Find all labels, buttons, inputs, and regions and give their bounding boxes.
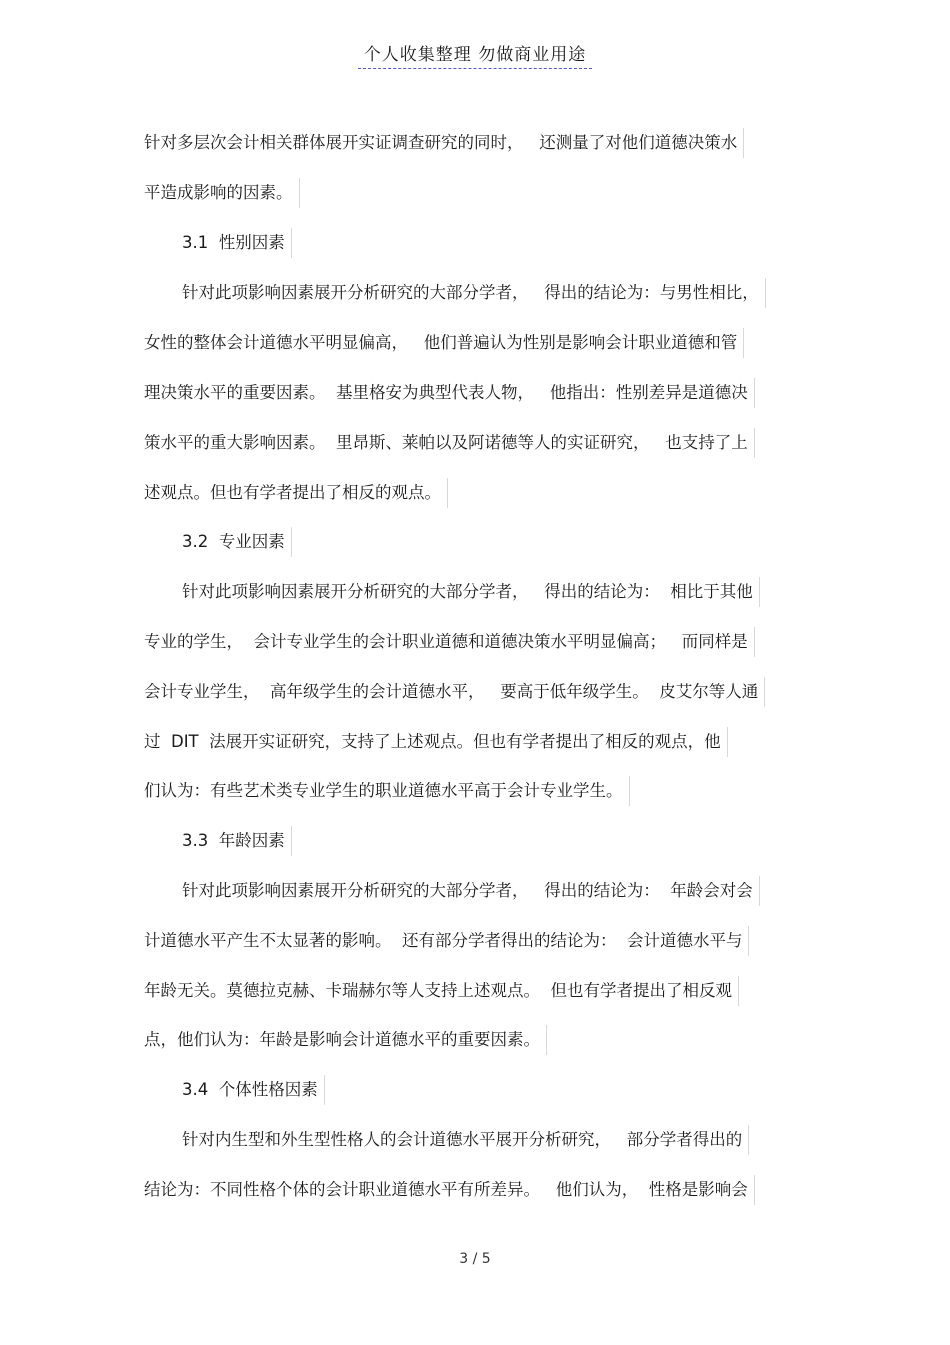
body-line: 结论为：不同性格个体的会计职业道德水平有所差异。 他们认为， 性格是影响会 <box>144 1175 755 1205</box>
header-watermark-text: 个人收集整理 勿做商业用途 <box>358 40 592 69</box>
body-line: 理决策水平的重要因素。 基里格安为典型代表人物， 他指出：性别差异是道德决 <box>144 378 755 408</box>
body-line: 平造成影响的因素。 <box>144 178 300 208</box>
body-line: 策水平的重大影响因素。 里昂斯、莱帕以及阿诺德等人的实证研究， 也支持了上 <box>144 428 755 458</box>
body-line: 述观点。但也有学者提出了相反的观点。 <box>144 478 448 508</box>
body-line: 年龄无关。莫德拉克赫、卡瑞赫尔等人支持上述观点。 但也有学者提出了相反观 <box>144 976 739 1006</box>
body-line: 女性的整体会计道德水平明显偏高， 他们普遍认为性别是影响会计职业道德和管 <box>144 328 744 358</box>
body-line: 专业的学生， 会计专业学生的会计职业道德和道德决策水平明显偏高； 而同样是 <box>144 627 755 657</box>
body-line: 过 DIT 法展开实证研究，支持了上述观点。但也有学者提出了相反的观点，他 <box>144 727 728 757</box>
body-line: 针对此项影响因素展开分析研究的大部分学者， 得出的结论为： 年龄会对会 <box>182 876 760 906</box>
page-number: 3 / 5 <box>459 1251 491 1267</box>
body-line: 点，他们认为：年龄是影响会计道德水平的重要因素。 <box>144 1025 547 1055</box>
body-line: 会计专业学生， 高年级学生的会计道德水平， 要高于低年级学生。 皮艾尔等人通 <box>144 677 765 707</box>
body-line: 针对内生型和外生型性格人的会计道德水平展开分析研究， 部分学者得出的 <box>182 1125 749 1155</box>
body-line: 针对多层次会计相关群体展开实证调查研究的同时， 还测量了对他们道德决策水 <box>144 128 744 158</box>
body-line: 们认为：有些艺术类专业学生的职业道德水平高于会计专业学生。 <box>144 776 630 806</box>
body-line: 针对此项影响因素展开分析研究的大部分学者， 得出的结论为：与男性相比， <box>182 278 766 308</box>
body-line: 针对此项影响因素展开分析研究的大部分学者， 得出的结论为： 相比于其他 <box>182 577 760 607</box>
section-heading-3-2: 3.2 专业因素 <box>182 527 292 557</box>
section-heading-3-1: 3.1 性别因素 <box>182 228 292 258</box>
section-heading-3-3: 3.3 年龄因素 <box>182 826 292 856</box>
section-heading-3-4: 3.4 个体性格因素 <box>182 1075 325 1105</box>
page-header <box>0 40 950 69</box>
body-line: 计道德水平产生不太显著的影响。 还有部分学者得出的结论为： 会计道德水平与 <box>144 926 749 956</box>
